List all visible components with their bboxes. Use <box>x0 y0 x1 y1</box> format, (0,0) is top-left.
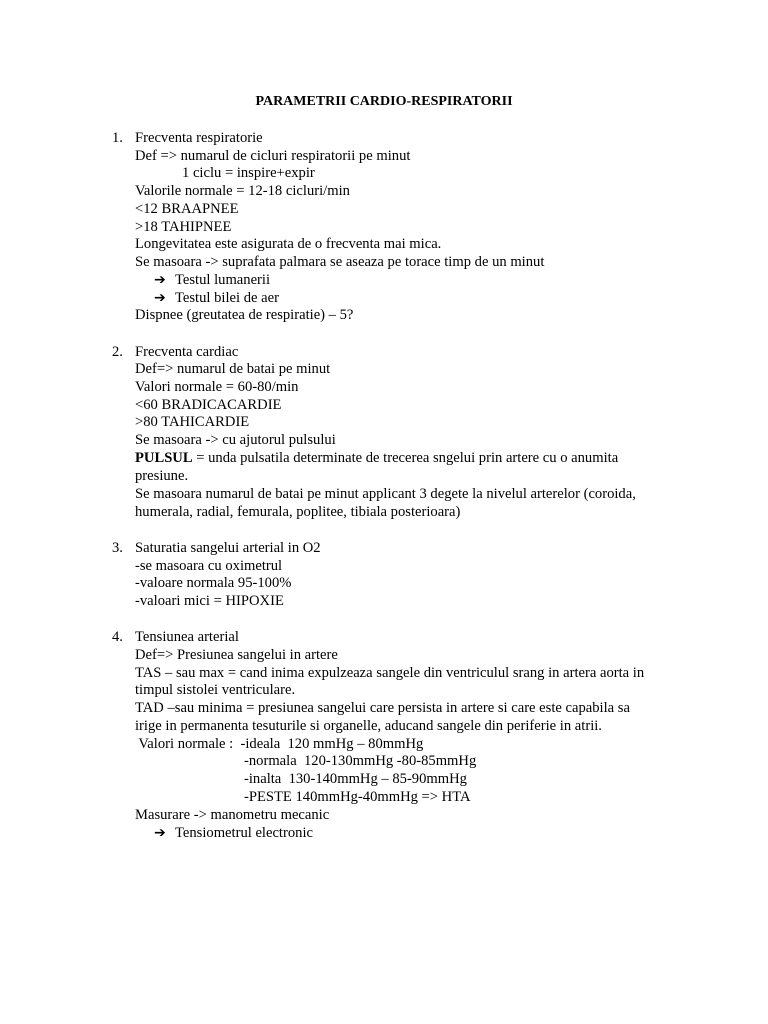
s2-line-8: humerala, radial, femurala, poplitee, tibiala posterioara) <box>135 504 461 520</box>
arrow-right-icon: ➔ <box>154 825 166 841</box>
section-1-number: 1. <box>112 130 123 146</box>
s2-pulsul-line <box>135 449 618 467</box>
s2-line-6: presiune. <box>135 468 189 484</box>
s4-line-1: Def=> Presiunea sangelui in artere <box>135 647 338 663</box>
section-4-heading: Tensiunea arterial <box>135 629 239 645</box>
s2-line-7: Se masoara numarul de batai pe minut applicant 3 degete la nivelul arterelor (coroida, <box>135 486 636 502</box>
s4-line-5: irige in permanenta tesuturile si organelle, aducand sangele din periferie in atrii. <box>135 718 602 734</box>
s1-line-5: >18 TAHIPNEE <box>135 219 232 235</box>
s1-line-8: Dispnee (greutatea de respiratie) – 5? <box>135 307 354 323</box>
section-3-heading: Saturatia sangelui arterial in O2 <box>135 540 321 556</box>
s3-line-2: -valoare normala 95-100% <box>135 575 292 591</box>
pulsul-term: PULSUL <box>135 450 193 466</box>
s3-line-1: -se masoara cu oximetrul <box>135 558 283 574</box>
s2-line-4: >80 TAHICARDIE <box>135 414 250 430</box>
section-2-number: 2. <box>112 344 123 360</box>
pulsul-definition: = unda pulsatila determinate de trecerea sngelui prin artere cu o anumita <box>192 450 619 466</box>
s2-line-3: <60 BRADICACARDIE <box>135 397 282 413</box>
s4-line-6: Valori normale : -ideala 120 mmHg – 80mmHg <box>135 736 424 752</box>
s4-line-4: TAD –sau minima = presiunea sangelui care persista in artere si care este capabila sa <box>135 700 630 716</box>
s4-line-3: timpul sistolei ventriculare. <box>135 682 296 698</box>
section-1-heading: Frecventa respiratorie <box>135 130 263 146</box>
document-title: PARAMETRII CARDIO-RESPIRATORII <box>255 94 513 109</box>
arrow-right-icon: ➔ <box>154 272 166 288</box>
s1-line-1: Def => numarul de cicluri respiratorii pe minut <box>135 148 411 164</box>
s4-line-10: Masurare -> manometru mecanic <box>135 807 330 823</box>
s1-line-6: Longevitatea este asigurata de o frecventa mai mica. <box>135 236 442 252</box>
s1-line-3: Valorile normale = 12-18 cicluri/min <box>135 183 350 199</box>
s2-line-1: Def=> numarul de batai pe minut <box>135 361 331 377</box>
section-2-heading: Frecventa cardiac <box>135 344 239 360</box>
section-4-number: 4. <box>112 629 123 645</box>
arrow-right-icon: ➔ <box>154 290 166 306</box>
section-3-number: 3. <box>112 540 123 556</box>
s2-line-5: Se masoara -> cu ajutorul pulsului <box>135 432 336 448</box>
s1-bullet-2: Testul bilei de aer <box>175 290 279 306</box>
s3-line-3: -valoari mici = HIPOXIE <box>135 593 284 609</box>
s1-line-4: <12 BRAAPNEE <box>135 201 239 217</box>
s4-bullet-1: Tensiometrul electronic <box>175 825 313 841</box>
s4-line-9: -PESTE 140mmHg-40mmHg => HTA <box>244 789 471 805</box>
s4-line-2: TAS – sau max = cand inima expulzeaza sangele din ventriculul srang in artera aorta in <box>135 665 645 681</box>
s4-line-8: -inalta 130-140mmHg – 85-90mmHg <box>244 771 467 787</box>
s4-line-7: -normala 120-130mmHg -80-85mmHg <box>244 753 477 769</box>
s1-bullet-1: Testul lumanerii <box>175 272 271 288</box>
s1-line-7: Se masoara -> suprafata palmara se aseaza pe torace timp de un minut <box>135 254 545 270</box>
s1-line-2: 1 ciclu = inspire+expir <box>182 165 315 181</box>
s2-line-2: Valori normale = 60-80/min <box>135 379 299 395</box>
